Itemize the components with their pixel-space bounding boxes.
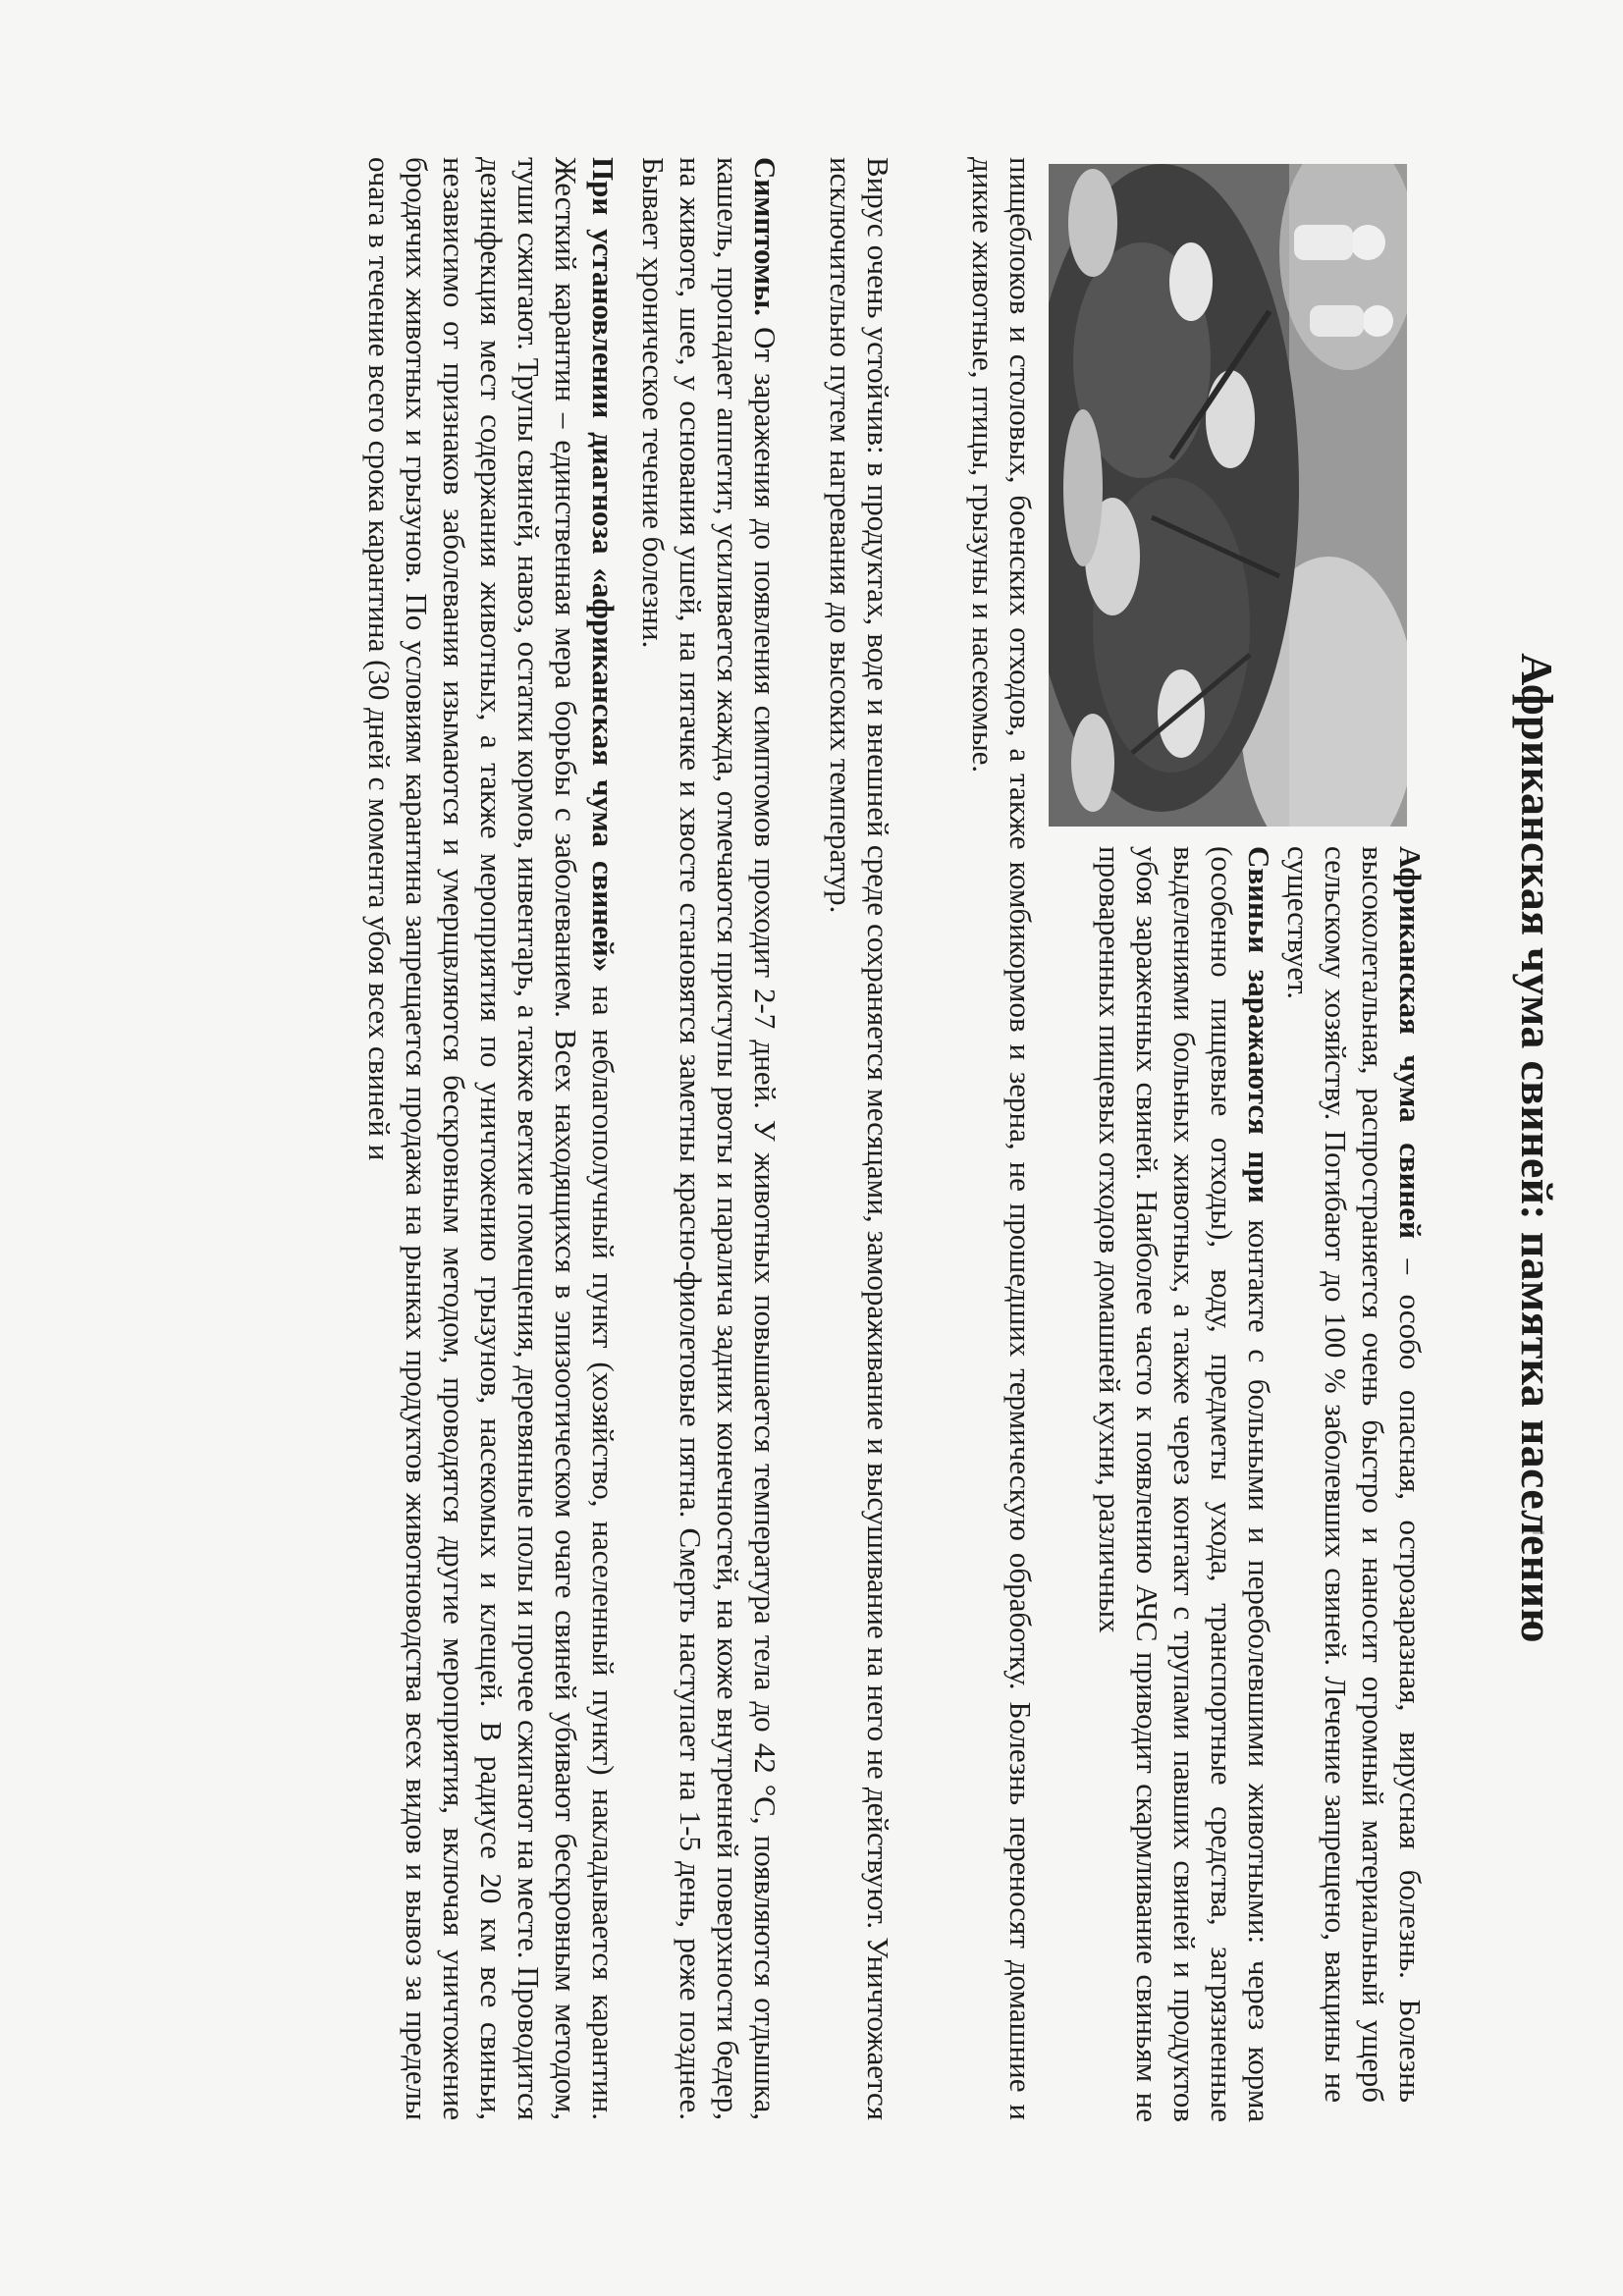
photo-image bbox=[1049, 164, 1407, 827]
infection-continuation: пищеблоков и столовых, боенских отходов, а также комбикормов и зерна, не прошедших термическую обработку. Болезнь переносят домашние и дикие животные, птицы, грызуны и насекомые. bbox=[966, 157, 1038, 2120]
intro-paragraph bbox=[1279, 846, 1429, 2103]
intro-term: Африканская чума свиней bbox=[1393, 846, 1428, 1239]
quarantine-paragraph bbox=[360, 157, 622, 2120]
infection-text: контакте с больными и переболевшими животными: через корма (особенно пищевые отходы), воду, предметы ухода, транспортные средства, загрязненные выделениями больных животных, а также через контакт с трупами павших свиней и продуктов убоя зараженных свиней. Наиболее часто к появлению АЧС приводит скармливание свиньям не проваренных пищевых отходов домашней кухни, различных bbox=[1093, 846, 1276, 2122]
photo-burning-carcasses bbox=[1049, 164, 1407, 827]
infection-paragraph bbox=[1091, 846, 1277, 2122]
quarantine-lead: При установлении диагноза «африканская чума свиней» bbox=[586, 157, 621, 973]
page-title: Африканская чума свиней: памятка населению bbox=[1512, 653, 1563, 1643]
infection-lead: Свиньи заражаются при bbox=[1242, 846, 1276, 1203]
virus-paragraph: Вирус очень устойчив: в продуктах, воде и внешней среде сохраняется месяцами, замораживание и высушивание на него не действуют. Уничтожается исключительно путем нагревания до высоких температур. bbox=[824, 157, 895, 2120]
symptoms-lead: Симптомы. bbox=[748, 157, 783, 317]
intro-text: – особо опасная, острозаразная, вирусная болезнь. Болезнь высоколетальная, распространяется очень быстро и наносит огромный материальный ущерб сельскому хозяйству. Погибают до 100 % заболевших свиней. Лечение запрещено, вакцины не существует. bbox=[1281, 846, 1428, 2103]
symptoms-paragraph bbox=[634, 157, 784, 2120]
symptoms-text: От заражения до появления симптомов проходит 2-7 дней. У животных повышается температура тела до 42 °С, появляются отдышка, кашель, пропадает аппетит, усиливается жажда, отмечаются приступы рвоты и паралича задних конечностей, на коже внутренней поверхности бедер, на животе, шее, у основания ушей, на пятачке и хвосте становятся заметны красно-фиолетовые пятна. Смерть наступает на 1-5 день, реже позднее. Бывает хроническое течение болезни. bbox=[636, 157, 783, 2120]
quarantine-text: на неблагополучный пункт (хозяйство, населенный пункт) накладывается карантин. Жесткий карантин – единственная мера борьбы с заболеванием. Всех находящихся в эпизоотическом очаге свиней убивают бескровным методом, туши сжигают. Трупы свиней, навоз, остатки кормов, инвентарь, а также ветхие помещения, деревянные полы и прочее сжигают на месте. Проводится дезинфекция мест содержания животных, а также мероприятия по уничтожению грызунов, насекомых и клещей. В радиусе 20 км все свиньи, независимо от признаков заболевания изымаются и умерщвляются бескровным методом, проводятся другие мероприятия, включая уничтожение бродячих животных и грызунов. По условиям карантина запрещается продажа на рынках продуктов животноводства всех видов и вывоз за пределы очага в течение всего срока карантина (30 дней с момента убоя всех свиней и bbox=[362, 157, 621, 2120]
